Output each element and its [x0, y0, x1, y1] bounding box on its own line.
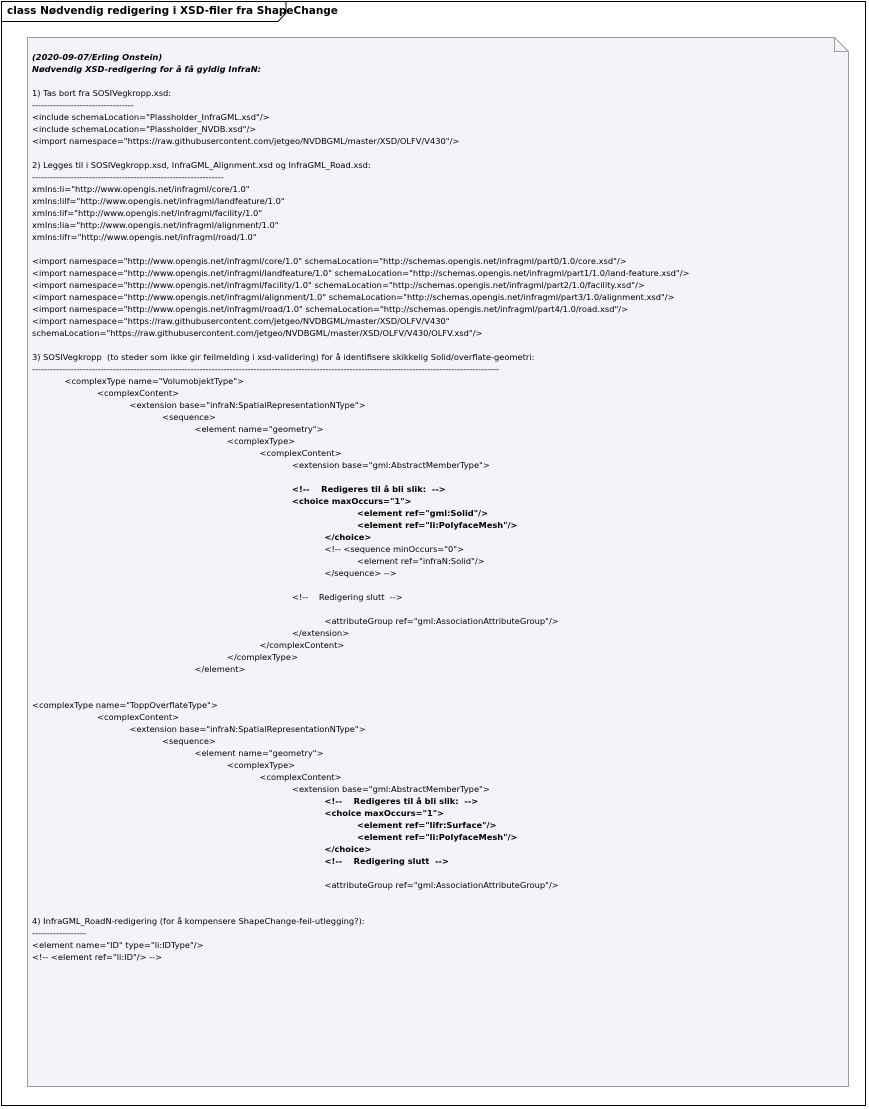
note-line: <element ref="infraN:Solid"/>	[357, 556, 485, 566]
note-line: <complexType>	[227, 760, 296, 770]
note-line	[32, 75, 832, 87]
note-line: <!-- Redigering slutt -->	[292, 592, 403, 602]
note-line: <complexType name="VolumobjektType">	[64, 376, 244, 386]
note-line: </element>	[194, 664, 246, 674]
note-line: ------------------------------------------------------------------------------------------------------------------------------------------------------------	[32, 364, 500, 374]
note-line: <include schemaLocation="Plassholder_InfraGML.xsd"/>	[32, 112, 270, 122]
note-line: <element name="geometry">	[194, 424, 324, 434]
note-line: ------------------	[32, 928, 86, 938]
note-line	[32, 243, 832, 255]
note-line	[32, 903, 832, 915]
note-line: xmlns:lif="http://www.opengis.net/infragml/facility/1.0"	[32, 208, 263, 218]
note-line: <complexType>	[227, 436, 296, 446]
diagram-frame	[1, 1, 866, 1106]
note-line: <element ref="li:PolyfaceMesh"/>	[357, 520, 518, 530]
note-line: </sequence> -->	[324, 568, 397, 578]
note-line: <import namespace="https://raw.githubusercontent.com/jetgeo/NVDBGML/master/XSD/OLFV/V430"/>	[32, 136, 460, 146]
note-line: </complexType>	[227, 652, 298, 662]
note-line: <element name="geometry">	[194, 748, 324, 758]
note-line: <!-- Redigeres til å bli slik: -->	[324, 796, 479, 806]
note-text	[32, 51, 832, 963]
note-line: <attributeGroup ref="gml:AssociationAttributeGroup"/>	[324, 616, 559, 626]
note-line: xmlns:li="http://www.opengis.net/infragml/core/1.0"	[32, 184, 250, 194]
note-line: (2020-09-07/Erling Onstein)	[32, 52, 163, 62]
note-line	[32, 687, 832, 699]
note-line: 2) Legges til i SOSIVegkropp.xsd, InfraGML_Alignment.xsd og InfraGML_Road.xsd:	[32, 160, 371, 170]
note-line: <element ref="lifr:Surface"/>	[357, 820, 497, 830]
note-line: <import namespace="http://www.opengis.net/infragml/core/1.0" schemaLocation="http://schemas.opengis.net/infragml/part0/1.0/core.xsd"/>	[32, 256, 627, 266]
note-line: <extension base="gml:AbstractMemberType">	[292, 460, 490, 470]
note-line: <element ref="li:PolyfaceMesh"/>	[357, 832, 518, 842]
note-line: <choice maxOccurs="1">	[292, 496, 412, 506]
note-line: ----------------------------------	[32, 100, 134, 110]
note-line: 1) Tas bort fra SOSIVegkropp.xsd:	[32, 88, 172, 98]
note-line	[32, 675, 832, 687]
note-element[interactable]	[27, 37, 849, 1087]
note-line: <!-- <element ref="li:ID"/> -->	[32, 952, 163, 962]
note-line	[32, 867, 832, 879]
note-line: <attributeGroup ref="gml:AssociationAttributeGroup"/>	[324, 880, 559, 890]
note-line: <import namespace="http://www.opengis.net/infragml/landfeature/1.0" schemaLocation="http://schemas.opengis.net/infragml/part1/1.0/land-feature.xsd"/>	[32, 268, 690, 278]
note-line: <!-- Redigering slutt -->	[324, 856, 449, 866]
note-line	[32, 891, 832, 903]
note-line: <extension base="infraN:SpatialRepresentationNType">	[129, 724, 366, 734]
note-line: <sequence>	[162, 736, 216, 746]
frame-title: class Nødvendig redigering i XSD-filer fra ShapeChange	[7, 5, 338, 17]
note-line: <complexType name="ToppOverflateType">	[32, 700, 218, 710]
note-line: </complexContent>	[259, 640, 345, 650]
note-line: <complexContent>	[259, 448, 342, 458]
note-line: xmlns:lilf="http://www.opengis.net/infragml/landfeature/1.0"	[32, 196, 285, 206]
note-line: <element name="ID" type="li:IDType"/>	[32, 940, 204, 950]
note-line: <complexContent>	[259, 772, 342, 782]
note-line: <import namespace="http://www.opengis.net/infragml/facility/1.0" schemaLocation="http://schemas.opengis.net/infragml/part2/1.0/facility.xsd"/>	[32, 280, 645, 290]
note-line: <complexContent>	[97, 388, 180, 398]
note-line: <extension base="gml:AbstractMemberType">	[292, 784, 490, 794]
note-line	[32, 147, 832, 159]
note-line: 4) InfraGML_RoadN-redigering (for å kompensere ShapeChange-feil-utlegging?):	[32, 916, 365, 926]
note-line: </extension>	[292, 628, 350, 638]
note-line: <sequence>	[162, 412, 216, 422]
note-line: <complexContent>	[97, 712, 180, 722]
note-line	[32, 603, 832, 615]
note-line: xmlns:lia="http://www.opengis.net/infragml/alignment/1.0"	[32, 220, 279, 230]
note-line: ----------------------------------------------------------------	[32, 172, 224, 182]
note-line: <element ref="gml:Solid"/>	[357, 508, 489, 518]
note-line: Nødvendig XSD-redigering for å få gyldig InfraN:	[32, 64, 261, 74]
note-line: <include schemaLocation="Plassholder_NVDB.xsd"/>	[32, 124, 257, 134]
note-line: <extension base="infraN:SpatialRepresentationNType">	[129, 400, 366, 410]
note-line: schemaLocation="https://raw.githubusercontent.com/jetgeo/NVDBGML/master/XSD/OLFV/V430/OLFV.xsd"/>	[32, 328, 483, 338]
note-line: <!-- Redigeres til å bli slik: -->	[292, 484, 446, 494]
note-line: <choice maxOccurs="1">	[324, 808, 444, 818]
note-line: </choice>	[324, 844, 372, 854]
note-line: <import namespace="http://www.opengis.net/infragml/alignment/1.0" schemaLocation="http://schemas.opengis.net/infragml/part3/1.0/alignment.xsd"/>	[32, 292, 675, 302]
note-line: <!-- <sequence minOccurs="0">	[324, 544, 465, 554]
note-line	[32, 579, 832, 591]
note-line: <import namespace="http://www.opengis.net/infragml/road/1.0" schemaLocation="http://schemas.opengis.net/infragml/part4/1.0/road.xsd"/>	[32, 304, 629, 314]
note-line: 3) SOSIVegkropp (to steder som ikke gir feilmelding i xsd-validering) for å identifisere skikkelig Solid/overflate-geometri:	[32, 352, 535, 362]
note-line: xmlns:lifr="http://www.opengis.net/infragml/road/1.0"	[32, 232, 257, 242]
note-line: </choice>	[324, 532, 372, 542]
note-line	[32, 339, 832, 351]
note-line: <import namespace="https://raw.githubusercontent.com/jetgeo/NVDBGML/master/XSD/OLFV/V430"	[32, 316, 450, 326]
note-line	[32, 471, 832, 483]
